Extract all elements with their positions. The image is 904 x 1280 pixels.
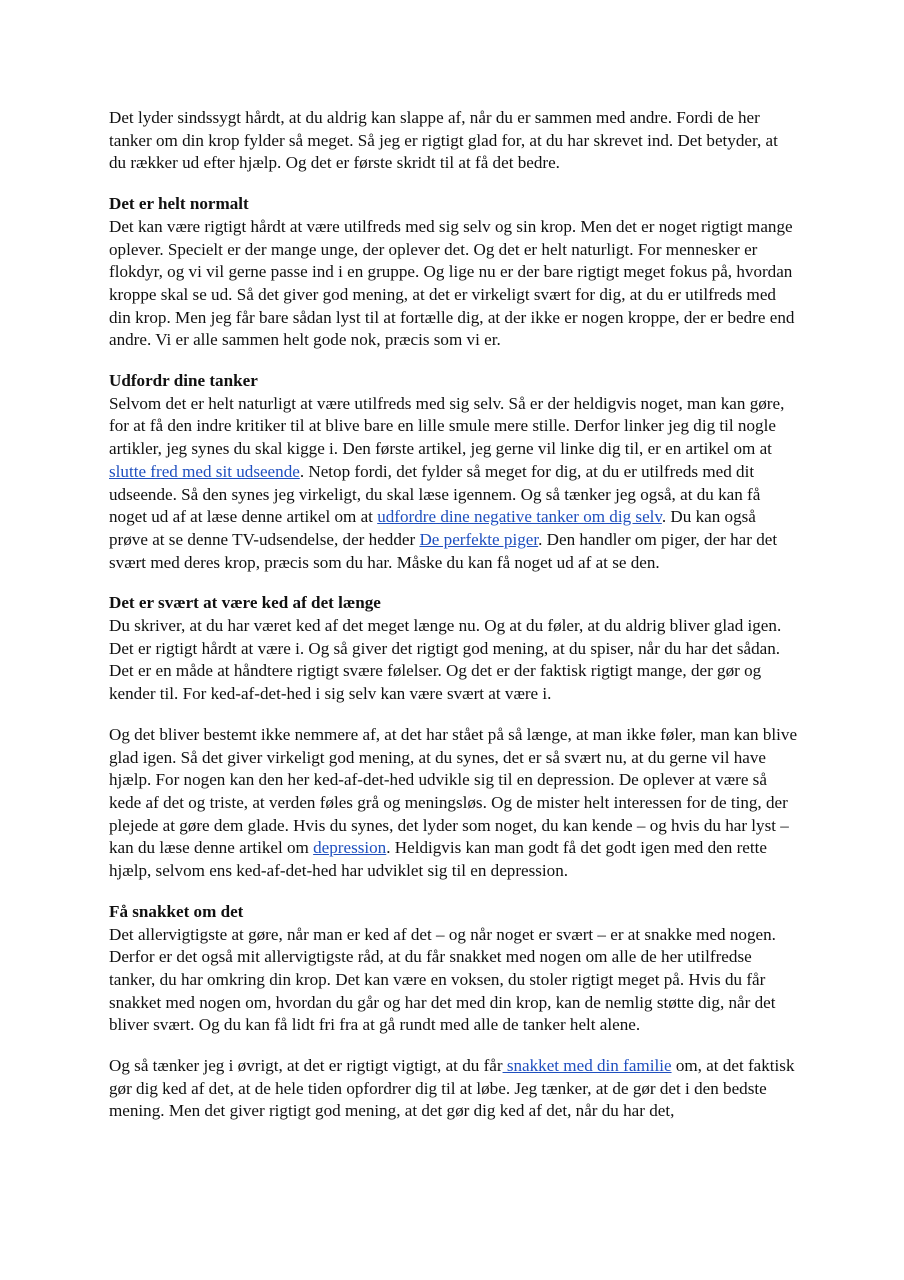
link-de-perfekte-piger[interactable]: De perfekte piger <box>419 529 539 549</box>
section-heading: Udfordr dine tanker <box>109 371 258 391</box>
section-udfordr <box>109 370 799 574</box>
section-heading: Det er helt normalt <box>109 194 249 214</box>
link-depression[interactable]: depression <box>313 838 387 858</box>
paragraph-text: Og det bliver bestemt ikke nemmere af, at det har stået på så længe, at man ikke føler, man kan blive glad igen. Så det giver virkeligt god mening, at du synes, det er så svært nu, at du gerne vil have hjælp. For nogen kan den her ked-af-det-hed udvikle sig til en depression. De oplever at være så kede af det og triste, at verden føles grå og meningsløs. Og de mister helt interessen for de ting, der plejede at gøre dem glade. Hvis du synes, det lyder som noget, du kan kende – og hvis du har lyst – kan du læse denne artikel om <box>109 724 798 858</box>
section-ked <box>109 592 799 706</box>
familie-paragraph <box>109 1055 799 1123</box>
paragraph-text: Og så tænker jeg i øvrigt, at det er rigtigt vigtigt, at du får <box>109 1056 503 1076</box>
paragraph-text: om, at det faktisk gør dig ked af det, at de hele tiden opfordrer dig til at løbe. Jeg tænker, at de gør det i den bedste mening. Men det giver rigtigt god mening, at det gør dig ked af det, når du har det, <box>109 1056 795 1121</box>
section-snak <box>109 901 799 1037</box>
paragraph-text: . Netop fordi, det fylder så meget for dig, at du er utilfreds med dit udseende. Så den synes jeg virkeligt, du skal læse igennem. Og så tænker jeg også, at du kan få noget ud af at læse denne artikel om at <box>109 461 761 527</box>
section-paragraph: Det allervigtigste at gøre, når man er ked af det – og når noget er svært – er at snakke med nogen. Derfor er det også mit allervigtigste råd, at du får snakket med nogen om alle de her utilfredse tanker, du har omkring din krop. Det kan være en voksen, du stoler rigtigt meget på. Hvis du får snakket med nogen om, hvordan du går og har det med din krop, kan de nemlig støtte dig, når det bliver svært. Og du kan få lidt fri fra at gå rundt med alle de tanker helt alene. <box>109 924 776 1035</box>
link-snakket-med-familie[interactable]: snakket med din familie <box>502 1056 672 1076</box>
section-heading: Få snakket om det <box>109 901 244 921</box>
paragraph-text: . Den handler om piger, der har det svært med deres krop, præcis som du har. Måske du kan få noget ud af at se den. <box>109 529 778 572</box>
link-slutte-fred[interactable]: slutte fred med sit udseende <box>109 461 300 481</box>
paragraph-text: Selvom det er helt naturligt at være utilfreds med sig selv. Så er der heldigvis noget, man kan gøre, for at få den indre kritiker til at blive bare en lille smule mere stille. Derfor linker jeg dig til nogle artikler, jeg synes du skal kigge i. Den første artikel, jeg gerne vil linke dig til, er en artikel om at <box>109 393 785 459</box>
document-page <box>109 107 799 1141</box>
section-heading: Det er svært at være ked af det længe <box>109 593 381 613</box>
intro-paragraph: Det lyder sindssygt hårdt, at du aldrig kan slappe af, når du er sammen med andre. Fordi de her tanker om din krop fylder så meget. Så jeg er rigtigt glad for, at du har skrevet ind. Det betyder, at du rækker ud efter hjælp. Og det er første skridt til at få det bedre. <box>109 108 778 173</box>
section-paragraph <box>109 393 799 575</box>
section-normal <box>109 193 799 352</box>
section-paragraph: Det kan være rigtigt hårdt at være utilfreds med sig selv og sin krop. Men det er noget rigtigt mange oplever. Specielt er der mange unge, der oplever det. Og det er helt naturligt. For mennesker er flokdyr, og vi vil gerne passe ind i en gruppe. Og lige nu er der bare rigtigt meget fokus på, hvordan kroppe skal se ud. Så det giver god mening, at det er virkeligt svært for dig, at du er utilfreds med din krop. Men jeg får bare sådan lyst til at fortælle dig, at der ikke er nogen kroppe, der er bedre end andre. Vi er alle sammen helt gode nok, præcis som vi er. <box>109 216 795 350</box>
depression-paragraph <box>109 724 799 883</box>
paragraph-text: . Du kan også prøve at se denne TV-udsendelse, der hedder <box>109 507 756 549</box>
paragraph-text: . Heldigvis kan man godt få det godt igen med den rette hjælp, selvom ens ked-af-det-hed har udviklet sig til en depression. <box>109 838 767 881</box>
link-udfordre-tanker[interactable]: udfordre dine negative tanker om dig selv <box>377 507 662 527</box>
section-paragraph: Du skriver, at du har været ked af det meget længe nu. Og at du føler, at du aldrig bliver glad igen. Det er rigtigt hårdt at være i. Og så giver det rigtigt god mening, at du spiser, når du har det sådan. Det er en måde at håndtere rigtigt svære følelser. Og det er der faktisk rigtigt mange, der gør og kender til. For ked-af-det-hed i sig selv kan være svært at være i. <box>109 616 782 704</box>
